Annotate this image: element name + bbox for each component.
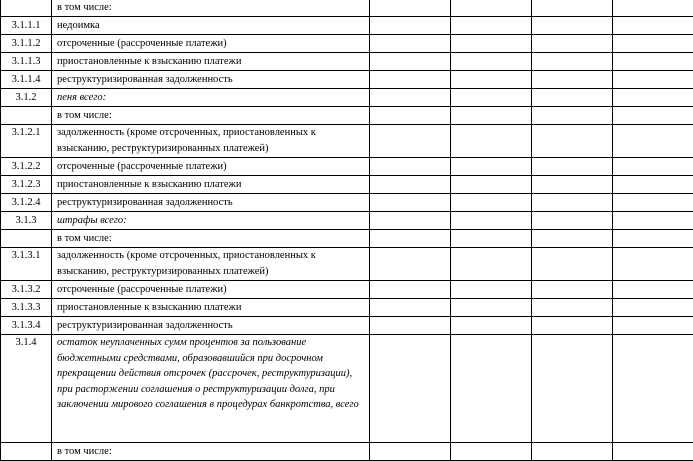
value-cell xyxy=(370,0,451,17)
row-number: 3.1.3.1 xyxy=(1,248,52,281)
row-number: 3.1.2.1 xyxy=(1,125,52,158)
value-cell xyxy=(451,335,532,443)
table-row xyxy=(1,281,693,299)
value-cell xyxy=(532,35,613,53)
value-cell xyxy=(451,17,532,35)
value-cell xyxy=(370,194,451,212)
row-description: в том числе: xyxy=(52,107,370,125)
value-cell xyxy=(532,176,613,194)
value-cell xyxy=(532,158,613,176)
value-cell xyxy=(532,443,613,461)
value-cell xyxy=(451,443,532,461)
value-cell xyxy=(613,176,693,194)
value-cell xyxy=(370,230,451,248)
row-description: остаток неуплаченных сумм процентов за пользование бюджетными средствами, образовавшийся при досрочном прекращении действия отсрочек (рассрочек, реструктуризации), при расторжении соглашения о реструктуризации долга, при заключении мирового соглашения в процедурах банкротства, всего xyxy=(52,335,370,443)
table-row xyxy=(1,299,693,317)
value-cell xyxy=(532,53,613,71)
row-number: 3.1.2 xyxy=(1,89,52,107)
value-cell xyxy=(370,248,451,281)
table-row xyxy=(1,35,693,53)
row-number: 3.1.3.4 xyxy=(1,317,52,335)
row-number: 3.1.3 xyxy=(1,212,52,230)
row-description: в том числе: xyxy=(52,230,370,248)
value-cell xyxy=(532,335,613,443)
table-row xyxy=(1,89,693,107)
value-cell xyxy=(613,230,693,248)
value-cell xyxy=(370,335,451,443)
row-number: 3.1.1.1 xyxy=(1,17,52,35)
row-number xyxy=(1,230,52,248)
row-number: 3.1.1.4 xyxy=(1,71,52,89)
row-description: в том числе: xyxy=(52,0,370,17)
value-cell xyxy=(613,107,693,125)
table-row xyxy=(1,212,693,230)
value-cell xyxy=(370,317,451,335)
row-number: 3.1.3.2 xyxy=(1,281,52,299)
value-cell xyxy=(370,71,451,89)
value-cell xyxy=(370,107,451,125)
value-cell xyxy=(532,0,613,17)
value-cell xyxy=(451,125,532,158)
value-cell xyxy=(451,107,532,125)
table-row xyxy=(1,53,693,71)
row-number xyxy=(1,443,52,461)
value-cell xyxy=(451,158,532,176)
value-cell xyxy=(451,212,532,230)
value-cell xyxy=(370,89,451,107)
value-cell xyxy=(613,125,693,158)
value-cell xyxy=(370,35,451,53)
value-cell xyxy=(613,0,693,17)
value-cell xyxy=(532,125,613,158)
row-description: отсроченные (рассроченные платежи) xyxy=(52,35,370,53)
table-body xyxy=(1,0,693,461)
row-number: 3.1.1.2 xyxy=(1,35,52,53)
row-description: приостановленные к взысканию платежи xyxy=(52,299,370,317)
table-row xyxy=(1,335,693,443)
row-description: реструктуризированная задолженность xyxy=(52,194,370,212)
value-cell xyxy=(451,299,532,317)
row-number: 3.1.2.4 xyxy=(1,194,52,212)
value-cell xyxy=(613,248,693,281)
value-cell xyxy=(370,281,451,299)
value-cell xyxy=(613,71,693,89)
row-number: 3.1.2.3 xyxy=(1,176,52,194)
value-cell xyxy=(370,212,451,230)
row-description: отсроченные (рассроченные платежи) xyxy=(52,158,370,176)
value-cell xyxy=(370,158,451,176)
value-cell xyxy=(451,281,532,299)
value-cell xyxy=(613,335,693,443)
row-description: реструктуризированная задолженность xyxy=(52,317,370,335)
value-cell xyxy=(370,443,451,461)
row-number xyxy=(1,107,52,125)
value-cell xyxy=(451,176,532,194)
value-cell xyxy=(613,17,693,35)
row-number: 3.1.2.2 xyxy=(1,158,52,176)
value-cell xyxy=(532,71,613,89)
value-cell xyxy=(532,194,613,212)
row-description: приостановленные к взысканию платежи xyxy=(52,53,370,71)
row-description: задолженность (кроме отсроченных, приостановленных к взысканию, реструктуризированных платежей) xyxy=(52,125,370,158)
row-description: задолженность (кроме отсроченных, приостановленных к взысканию, реструктуризированных платежей) xyxy=(52,248,370,281)
value-cell xyxy=(613,281,693,299)
table-row xyxy=(1,0,693,17)
value-cell xyxy=(370,125,451,158)
value-cell xyxy=(613,53,693,71)
value-cell xyxy=(451,71,532,89)
value-cell xyxy=(613,443,693,461)
value-cell xyxy=(451,89,532,107)
table-row xyxy=(1,443,693,461)
value-cell xyxy=(532,317,613,335)
value-cell xyxy=(451,53,532,71)
value-cell xyxy=(370,299,451,317)
table-row xyxy=(1,194,693,212)
row-description: реструктуризированная задолженность xyxy=(52,71,370,89)
table-row xyxy=(1,158,693,176)
value-cell xyxy=(613,299,693,317)
table-row xyxy=(1,17,693,35)
value-cell xyxy=(613,194,693,212)
row-number: 3.1.3.3 xyxy=(1,299,52,317)
row-description: штрафы всего: xyxy=(52,212,370,230)
row-description: в том числе: xyxy=(52,443,370,461)
value-cell xyxy=(613,158,693,176)
value-cell xyxy=(370,17,451,35)
table-row xyxy=(1,125,693,158)
value-cell xyxy=(613,35,693,53)
value-cell xyxy=(451,317,532,335)
table-row xyxy=(1,248,693,281)
table-row xyxy=(1,230,693,248)
value-cell xyxy=(532,212,613,230)
value-cell xyxy=(613,212,693,230)
value-cell xyxy=(532,89,613,107)
value-cell xyxy=(451,248,532,281)
value-cell xyxy=(370,53,451,71)
row-description: отсроченные (рассроченные платежи) xyxy=(52,281,370,299)
value-cell xyxy=(451,230,532,248)
row-number: 3.1.4 xyxy=(1,335,52,443)
value-cell xyxy=(532,299,613,317)
value-cell xyxy=(532,281,613,299)
value-cell xyxy=(532,107,613,125)
value-cell xyxy=(451,35,532,53)
table-row xyxy=(1,71,693,89)
row-number: 3.1.1.3 xyxy=(1,53,52,71)
value-cell xyxy=(613,89,693,107)
row-description: недоимка xyxy=(52,17,370,35)
table-row xyxy=(1,176,693,194)
value-cell xyxy=(613,317,693,335)
row-number xyxy=(1,0,52,17)
value-cell xyxy=(532,248,613,281)
table-row xyxy=(1,107,693,125)
value-cell xyxy=(451,194,532,212)
table-row xyxy=(1,317,693,335)
value-cell xyxy=(532,17,613,35)
value-cell xyxy=(532,230,613,248)
value-cell xyxy=(451,0,532,17)
row-description: пеня всего: xyxy=(52,89,370,107)
row-description: приостановленные к взысканию платежи xyxy=(52,176,370,194)
value-cell xyxy=(370,176,451,194)
